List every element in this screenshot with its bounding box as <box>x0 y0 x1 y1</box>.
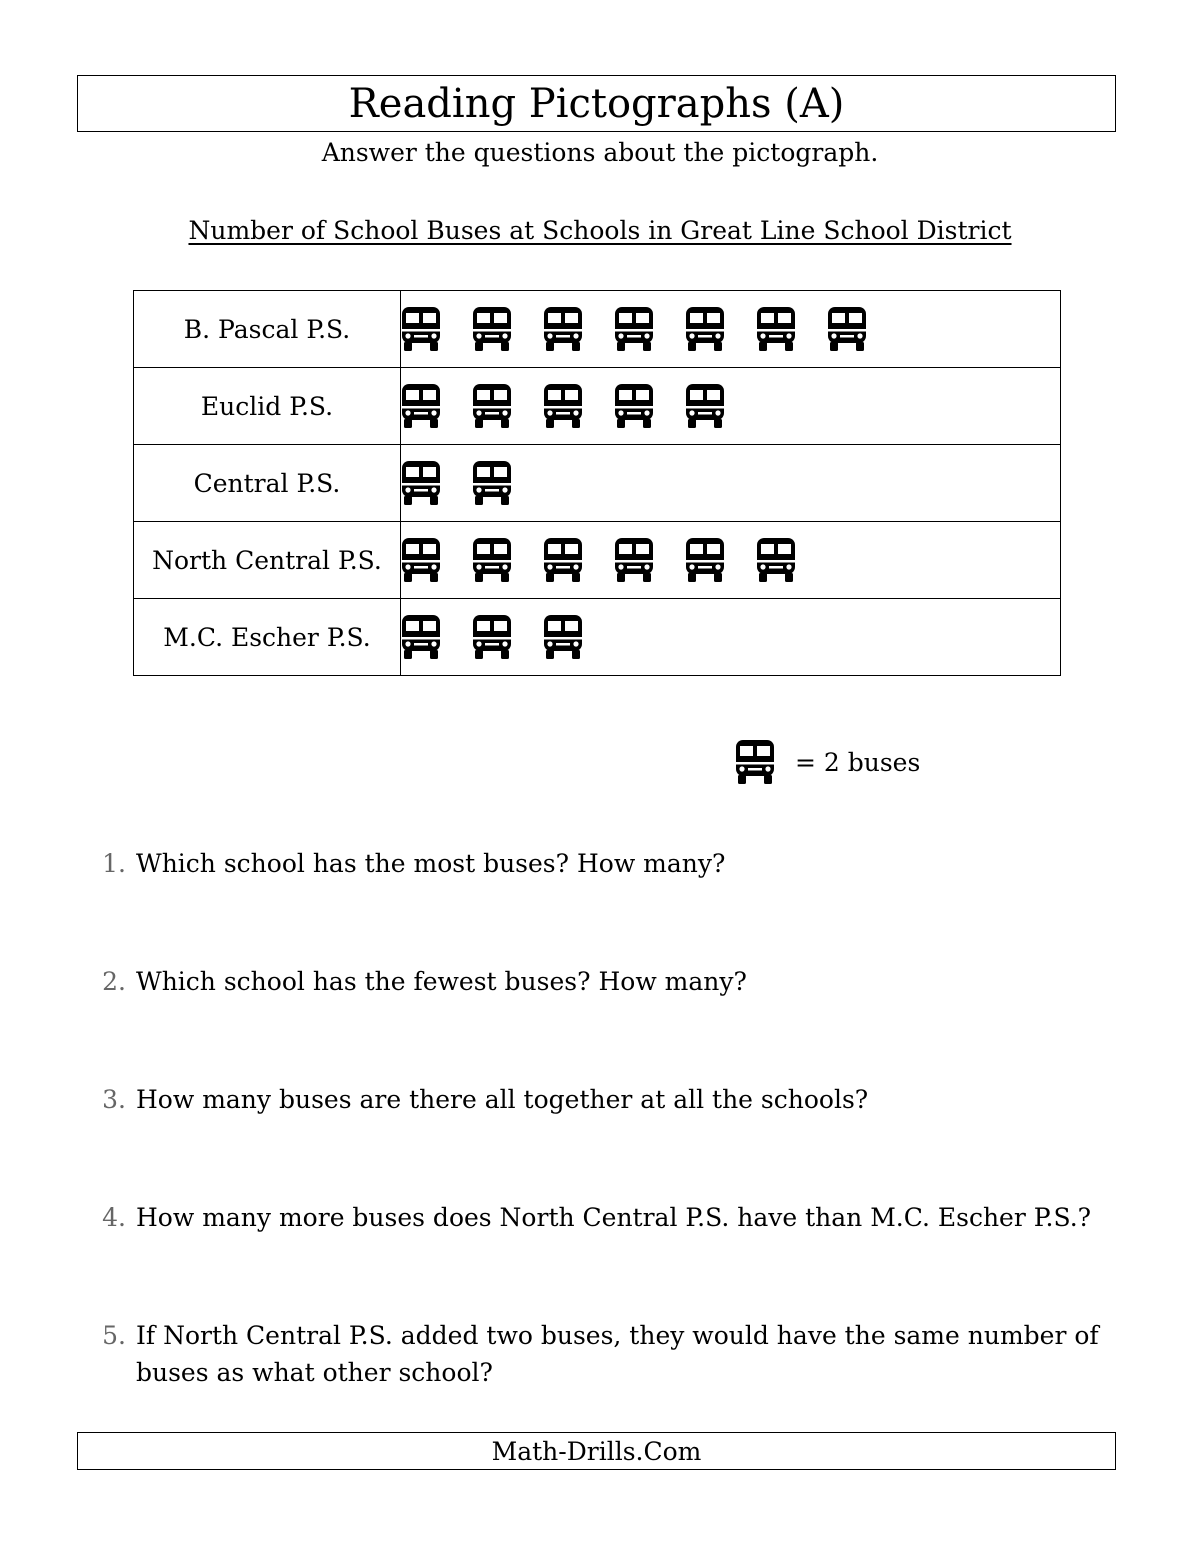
school-name: B. Pascal P.S. <box>134 291 401 368</box>
key-text: = 2 buses <box>795 747 921 777</box>
question-item <box>98 1199 1118 1236</box>
bus-icon <box>685 383 725 429</box>
bus-icon <box>685 537 725 583</box>
school-name: Euclid P.S. <box>134 368 401 445</box>
footer-box <box>77 1432 1116 1470</box>
bus-icon <box>685 306 725 352</box>
instructions: Answer the questions about the pictograph. <box>321 138 879 167</box>
bus-icon <box>472 537 512 583</box>
pictograph-row <box>134 291 1061 368</box>
question-text: Which school has the most buses? How many? <box>136 849 726 878</box>
key-bus-icon <box>735 739 775 785</box>
bus-icon <box>827 306 867 352</box>
bus-icon <box>472 383 512 429</box>
school-name: M.C. Escher P.S. <box>134 599 401 676</box>
question-number: 1. <box>102 849 126 878</box>
worksheet-title-box <box>77 75 1116 132</box>
bus-icon <box>401 383 441 429</box>
pictograph-row <box>134 522 1061 599</box>
bus-icon <box>401 306 441 352</box>
bus-icons-cell <box>401 522 1061 599</box>
pictograph-key <box>735 739 920 785</box>
bus-icons-cell <box>401 445 1061 522</box>
school-name: Central P.S. <box>134 445 401 522</box>
bus-icon <box>543 306 583 352</box>
bus-icon <box>472 614 512 660</box>
bus-icon <box>614 306 654 352</box>
bus-icons-cell <box>401 291 1061 368</box>
pictograph-row <box>134 599 1061 676</box>
pictograph-row <box>134 445 1061 522</box>
question-number: 4. <box>102 1203 126 1232</box>
question-text: How many more buses does North Central P.S. have than M.C. Escher P.S.? <box>136 1203 1092 1232</box>
question-item <box>98 963 1118 1000</box>
bus-icon <box>401 460 441 506</box>
pictograph-row <box>134 368 1061 445</box>
question-text: If North Central P.S. added two buses, they would have the same number of buses as what other school? <box>136 1321 1099 1387</box>
school-name: North Central P.S. <box>134 522 401 599</box>
bus-icon <box>614 537 654 583</box>
question-number: 2. <box>102 967 126 996</box>
pictograph-table <box>133 290 1061 676</box>
question-item <box>98 1081 1118 1118</box>
footer-text: Math-Drills.Com <box>491 1436 702 1466</box>
question-number: 3. <box>102 1085 126 1114</box>
bus-icon <box>543 614 583 660</box>
bus-icon <box>472 306 512 352</box>
question-text: Which school has the fewest buses? How many? <box>136 967 747 996</box>
question-number: 5. <box>102 1321 126 1350</box>
bus-icon <box>472 460 512 506</box>
bus-icon <box>401 614 441 660</box>
bus-icon <box>756 306 796 352</box>
bus-icons-cell <box>401 599 1061 676</box>
question-text: How many buses are there all together at all the schools? <box>136 1085 869 1114</box>
worksheet-title: Reading Pictographs (A) <box>348 80 845 127</box>
bus-icon <box>756 537 796 583</box>
question-item <box>98 1317 1118 1391</box>
bus-icon <box>735 739 775 785</box>
bus-icon <box>401 537 441 583</box>
pictograph-title: Number of School Buses at Schools in Great Line School District <box>188 216 1012 245</box>
bus-icon <box>543 383 583 429</box>
bus-icon <box>543 537 583 583</box>
bus-icons-cell <box>401 368 1061 445</box>
bus-icon <box>614 383 654 429</box>
question-item <box>98 845 1118 882</box>
